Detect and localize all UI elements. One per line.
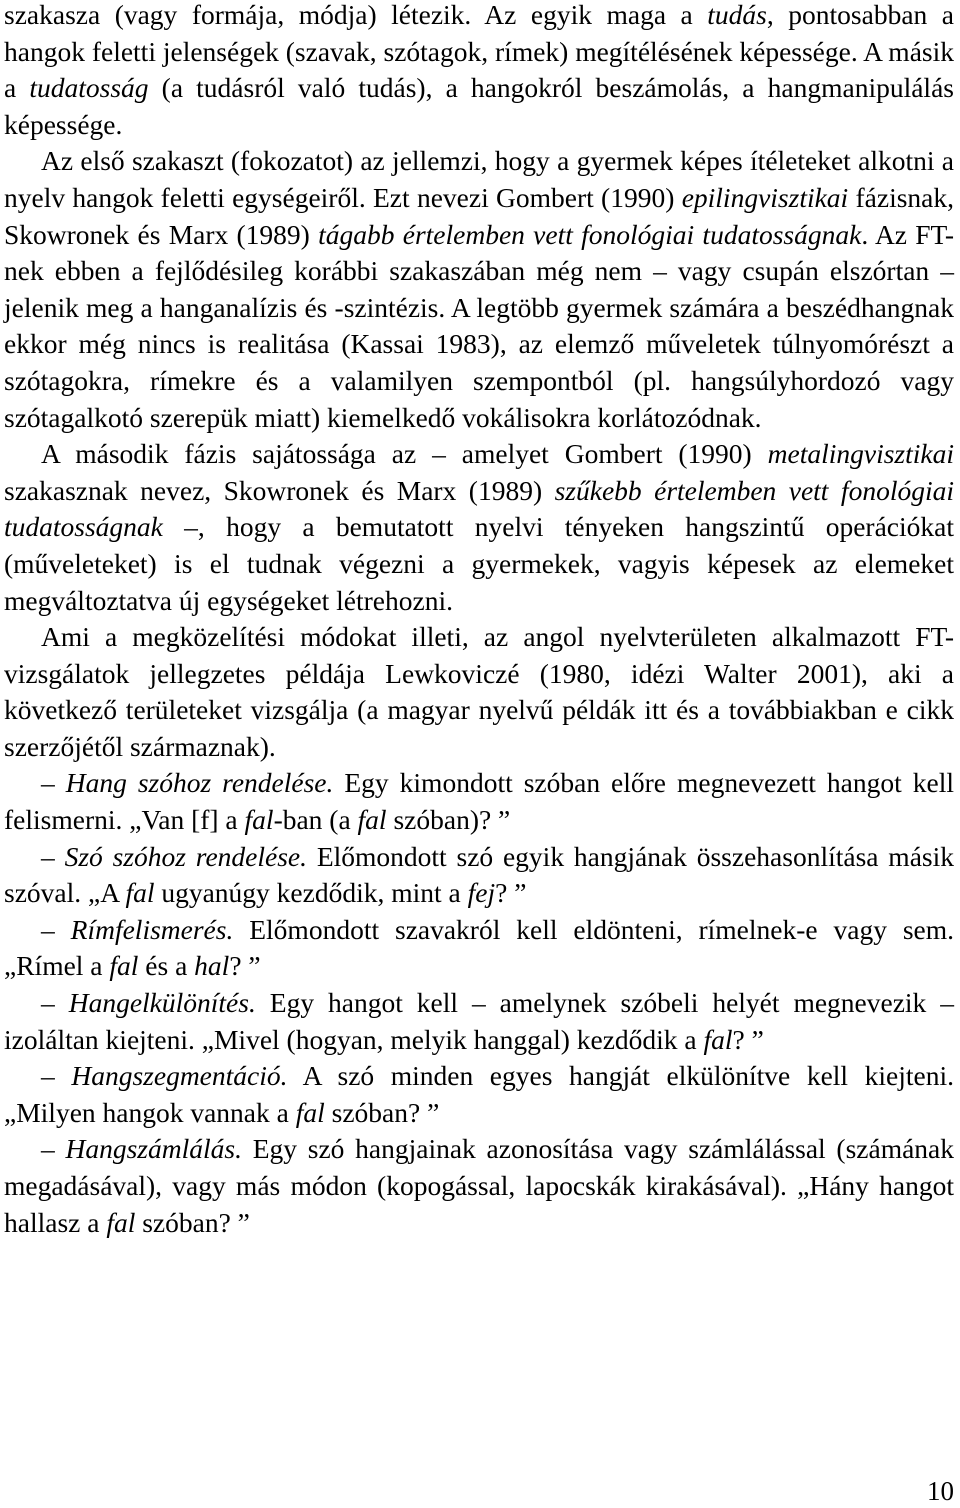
text-run: – bbox=[41, 1060, 72, 1092]
text-run: fázisnak, Skowronek és Marx (1989) bbox=[4, 181, 954, 250]
text-run: ? ” bbox=[495, 877, 527, 909]
text-run: – bbox=[41, 767, 66, 799]
text-run: – bbox=[41, 1133, 66, 1165]
italic-text-run: tágabb értelemben vett fonológiai tudatosságnak bbox=[318, 218, 862, 250]
italic-text-run: szűkebb értelemben vett fonológiai tudatosságnak bbox=[4, 474, 954, 543]
italic-text-run: fal bbox=[125, 877, 155, 909]
text-run: ? ” bbox=[732, 1023, 764, 1055]
text-run: A szó minden egyes hangját elkülönítve kell kiejteni. „Milyen hangok vannak a bbox=[4, 1060, 954, 1128]
text-run: , pontosabban a hangok feletti jelenségek (szavak, szótagok, rímek) megítélésének képessége. A másik a bbox=[4, 0, 954, 104]
italic-text-run: Hang szóhoz rendelése. bbox=[65, 767, 334, 799]
text-run: szakasza (vagy formája, módja) létezik. Az egyik maga a bbox=[4, 0, 708, 30]
text-run: ugyanúgy kezdődik, mint a bbox=[154, 877, 468, 909]
italic-text-run: Hangszámlálás. bbox=[65, 1133, 242, 1165]
text-run: szakasznak nevez, Skowronek és Marx (1989) bbox=[4, 474, 555, 506]
italic-text-run: fal bbox=[295, 1096, 325, 1128]
list-item-rimfelismeres bbox=[4, 912, 954, 985]
italic-text-run: fal bbox=[357, 804, 387, 836]
italic-text-run: Rímfelismerés. bbox=[70, 913, 234, 945]
page-number: 10 bbox=[927, 1476, 954, 1506]
text-run: (a tudásról való tudás), a hangokról beszámolás, a hangmanipulálás képessége. bbox=[4, 72, 954, 140]
text-run: szóban? ” bbox=[135, 1206, 250, 1238]
text-run: Az első szakaszt (fokozatot) az jellemzi, hogy a gyermek képes ítéleteket alkotni a nyelv hangok feletti egységeiről. Ezt nevezi Gombert (1990) bbox=[4, 145, 954, 213]
text-run: –, hogy a bemutatott nyelvi tényeken hangszintű operációkat (műveleteket) is el tudnak végezni a gyermekek, vagyis képesek az elemeket megváltoztatva új egységeket létrehozni. bbox=[4, 511, 954, 616]
italic-text-run: tudás bbox=[707, 0, 767, 30]
paragraph-4 bbox=[4, 619, 954, 765]
list-item-szo-szohoz-rendelese bbox=[4, 839, 954, 912]
text-run: – bbox=[41, 913, 71, 945]
italic-text-run: fal bbox=[703, 1023, 733, 1055]
text-run: Előmondott szó egyik hangjának összehasonlítása másik szóval. „A bbox=[4, 840, 954, 909]
italic-text-run: Hangszegmentáció. bbox=[71, 1060, 288, 1092]
text-run: Egy szó hangjainak azonosítása vagy számlálással (számának megadásával), vagy más módon (kopogással, lapocskák kirakásával). „Hány hangot hallasz a bbox=[4, 1133, 955, 1238]
document-body bbox=[4, 0, 954, 1241]
text-run: Előmondott szavakról kell eldönteni, rímelnek-e vagy sem. „Rímel a bbox=[4, 913, 955, 982]
list-item-hangszamlalas bbox=[4, 1131, 954, 1241]
text-run: és a bbox=[138, 950, 195, 982]
list-item-hangszegmentacio bbox=[4, 1058, 954, 1131]
italic-text-run: epilingvisztikai bbox=[681, 181, 849, 213]
text-run: szóban)? ” bbox=[386, 804, 511, 836]
paragraph-1 bbox=[4, 0, 954, 143]
italic-text-run: Hangelkülönítés. bbox=[68, 987, 256, 1019]
text-run: – bbox=[41, 840, 65, 872]
paragraph-3 bbox=[4, 436, 954, 619]
text-run: A második fázis sajátossága az – amelyet Gombert (1990) bbox=[41, 438, 768, 470]
paragraph-2 bbox=[4, 143, 954, 436]
italic-text-run: tudatosság bbox=[29, 72, 149, 104]
italic-text-run: fal bbox=[109, 950, 139, 982]
list-item-hang-szohoz-rendelese bbox=[4, 765, 954, 838]
italic-text-run: Szó szóhoz rendelése. bbox=[64, 840, 307, 872]
text-run: Ami a megközelítési módokat illeti, az angol nyelvterületen alkalmazott FT-vizsgálatok jellegzetes példája Lewkoviczé (1980, idézi Walter 2001), aki a következő területeket vizsgálja (a magyar nyelvű példák itt és a továbbiakban e cikk szerzőjétől származnak). bbox=[4, 621, 954, 762]
italic-text-run: metalingvisztikai bbox=[767, 438, 954, 470]
text-run: ? ” bbox=[229, 950, 261, 982]
text-run: Egy hangot kell – amelynek szóbeli helyét megnevezik – izoláltan kiejteni. „Mivel (hogyan, melyik hanggal) kezdődik a bbox=[4, 987, 954, 1055]
italic-text-run: fal bbox=[244, 804, 274, 836]
text-run: Egy kimondott szóban előre megnevezett hangot kell felismerni. „Van [f] a bbox=[4, 767, 954, 836]
text-run: . Az FT-nek ebben a fejlődésileg korábbi szakaszában még nem – vagy csupán elszórtan – jelenik meg a hanganalízis és -szintézis. A legtöbb gyermek számára a beszédhangnak ekkor még nincs is realitása (Kassai 1983), az elemző műveletek túlnyomórészt a szótagokra, rímekre és a valamilyen szempontból (pl. hangsúlyhordozó vagy szótagalkotó szerepük miatt) kiemelkedő vokálisokra korlátozódnak. bbox=[4, 218, 954, 433]
italic-text-run: fal bbox=[106, 1206, 136, 1238]
text-run: – bbox=[41, 987, 69, 1019]
text-run: -ban (a bbox=[273, 804, 358, 836]
list-item-hangelkulonites bbox=[4, 985, 954, 1058]
text-run: szóban? ” bbox=[324, 1096, 440, 1128]
italic-text-run: hal bbox=[194, 950, 230, 982]
italic-text-run: fej bbox=[467, 877, 496, 909]
